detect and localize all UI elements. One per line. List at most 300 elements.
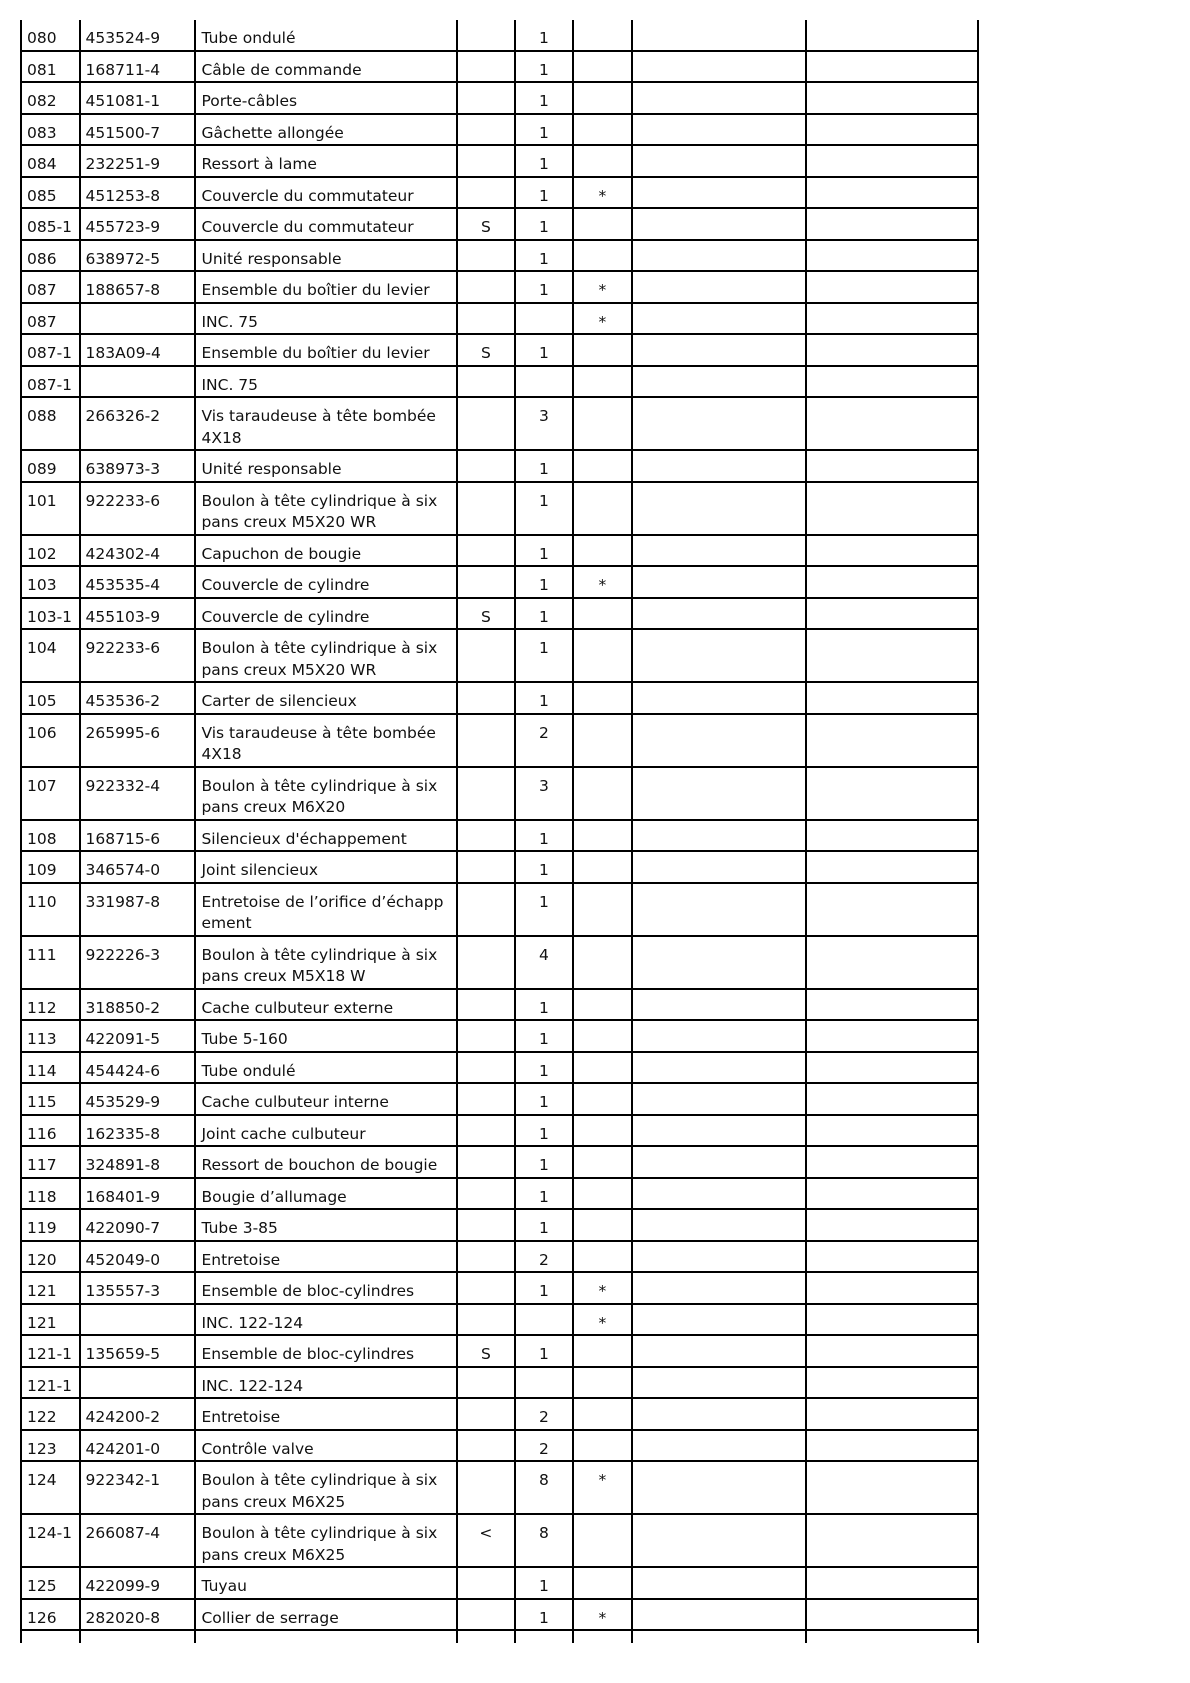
mark-cell xyxy=(573,1241,633,1273)
mark-cell: * xyxy=(573,1304,633,1336)
symbol-cell xyxy=(457,82,516,114)
table-row xyxy=(21,1567,978,1599)
mark-cell xyxy=(573,208,633,240)
blank-cell xyxy=(632,1241,805,1273)
symbol-cell xyxy=(457,989,516,1021)
table-row xyxy=(21,145,978,177)
description-cell: Unité responsable xyxy=(195,450,456,482)
part-number-cell: 453524-9 xyxy=(80,20,196,51)
description-cell: Boulon à tête cylindrique à six pans creux M5X20 WR xyxy=(195,629,456,682)
description-cell: Vis taraudeuse à tête bombée 4X18 xyxy=(195,714,456,767)
blank-cell xyxy=(806,1146,978,1178)
quantity-cell: 1 xyxy=(515,177,572,209)
blank-cell xyxy=(632,883,805,936)
blank-cell xyxy=(632,820,805,852)
blank-cell xyxy=(632,566,805,598)
table-row xyxy=(21,535,978,567)
quantity-cell: 1 xyxy=(515,566,572,598)
quantity-cell: 1 xyxy=(515,1567,572,1599)
quantity-cell: 1 xyxy=(515,1115,572,1147)
table-row xyxy=(21,366,978,398)
table-row xyxy=(21,1209,978,1241)
quantity-cell: 1 xyxy=(515,598,572,630)
mark-cell xyxy=(573,397,633,450)
description-cell: Ensemble du boîtier du levier xyxy=(195,271,456,303)
blank-cell xyxy=(632,51,805,83)
blank-cell xyxy=(806,334,978,366)
symbol-cell xyxy=(457,566,516,598)
description-cell: INC. 75 xyxy=(195,303,456,335)
description-cell: Tuyau xyxy=(195,1567,456,1599)
blank-cell xyxy=(806,566,978,598)
description-cell: Entretoise de l’orifice d’échappement xyxy=(195,883,456,936)
mark-cell xyxy=(573,1209,633,1241)
blank-cell xyxy=(632,82,805,114)
quantity-cell: 1 xyxy=(515,1209,572,1241)
item-number-cell: 087-1 xyxy=(21,366,80,398)
symbol-cell xyxy=(457,1304,516,1336)
quantity-cell: 1 xyxy=(515,1052,572,1084)
blank-cell xyxy=(632,1052,805,1084)
blank-cell xyxy=(806,1398,978,1430)
blank-cell xyxy=(632,535,805,567)
blank-cell xyxy=(632,1272,805,1304)
item-number-cell: 113 xyxy=(21,1020,80,1052)
description-cell: Boulon à tête cylindrique à six pans creux M6X25 xyxy=(195,1514,456,1567)
blank-cell xyxy=(632,450,805,482)
part-number-cell: 424200-2 xyxy=(80,1398,196,1430)
mark-cell xyxy=(573,1178,633,1210)
description-cell: Entretoise xyxy=(195,1398,456,1430)
quantity-cell: 1 xyxy=(515,1599,572,1631)
item-number-cell: 115 xyxy=(21,1083,80,1115)
blank-cell xyxy=(632,1567,805,1599)
quantity-cell: 1 xyxy=(515,1083,572,1115)
blank-cell xyxy=(632,303,805,335)
blank-cell xyxy=(632,397,805,450)
description-cell: Capuchon de bougie xyxy=(195,535,456,567)
description-cell: Collier de serrage xyxy=(195,1599,456,1631)
quantity-cell: 4 xyxy=(515,936,572,989)
item-number-cell: 126 xyxy=(21,1599,80,1631)
quantity-cell: 1 xyxy=(515,482,572,535)
symbol-cell xyxy=(457,145,516,177)
blank-cell xyxy=(806,883,978,936)
item-number-cell: 083 xyxy=(21,114,80,146)
blank-cell xyxy=(632,629,805,682)
table-row xyxy=(21,1178,978,1210)
item-number-cell: 117 xyxy=(21,1146,80,1178)
table-row xyxy=(21,1272,978,1304)
symbol-cell xyxy=(457,1020,516,1052)
item-number-cell: 121-1 xyxy=(21,1335,80,1367)
part-number-cell: 135659-5 xyxy=(80,1335,196,1367)
quantity-cell: 1 xyxy=(515,883,572,936)
symbol-cell xyxy=(457,366,516,398)
mark-cell xyxy=(573,51,633,83)
mark-cell: * xyxy=(573,566,633,598)
mark-cell xyxy=(573,1083,633,1115)
description-cell: Joint silencieux xyxy=(195,851,456,883)
blank-cell xyxy=(632,851,805,883)
blank-cell xyxy=(806,1567,978,1599)
symbol-cell xyxy=(457,1052,516,1084)
mark-cell xyxy=(573,598,633,630)
quantity-cell: 1 xyxy=(515,989,572,1021)
symbol-cell xyxy=(457,1567,516,1599)
part-number-cell: 453529-9 xyxy=(80,1083,196,1115)
table-row xyxy=(21,482,978,535)
part-number-cell: 266326-2 xyxy=(80,397,196,450)
mark-cell: * xyxy=(573,303,633,335)
description-cell: Câble de commande xyxy=(195,51,456,83)
table-row xyxy=(21,20,978,51)
description-cell: Couvercle du commutateur xyxy=(195,177,456,209)
blank-cell xyxy=(806,1430,978,1462)
description-cell: Contrôle valve xyxy=(195,1430,456,1462)
part-number-cell: 452049-0 xyxy=(80,1241,196,1273)
symbol-cell xyxy=(457,1209,516,1241)
symbol-cell xyxy=(457,1083,516,1115)
item-number-cell: 088 xyxy=(21,397,80,450)
parts-list-body xyxy=(21,20,978,1643)
symbol-cell xyxy=(457,1115,516,1147)
blank-cell xyxy=(632,1514,805,1567)
part-number-cell xyxy=(80,1630,196,1643)
blank-cell xyxy=(632,936,805,989)
part-number-cell: 168715-6 xyxy=(80,820,196,852)
blank-cell xyxy=(806,767,978,820)
mark-cell xyxy=(573,1367,633,1399)
mark-cell xyxy=(573,1514,633,1567)
item-number-cell: 080 xyxy=(21,20,80,51)
item-number-cell: 085-1 xyxy=(21,208,80,240)
description-cell: Tube 5-160 xyxy=(195,1020,456,1052)
item-number-cell: 086 xyxy=(21,240,80,272)
blank-cell xyxy=(632,1461,805,1514)
parts-list-table xyxy=(20,20,979,1643)
blank-cell xyxy=(632,145,805,177)
quantity-cell: 1 xyxy=(515,82,572,114)
part-number-cell: 162335-8 xyxy=(80,1115,196,1147)
table-row xyxy=(21,566,978,598)
item-number-cell: 112 xyxy=(21,989,80,1021)
table-row xyxy=(21,682,978,714)
part-number-cell xyxy=(80,1367,196,1399)
table-row xyxy=(21,629,978,682)
symbol-cell xyxy=(457,397,516,450)
description-cell: Tube ondulé xyxy=(195,1052,456,1084)
mark-cell xyxy=(573,1398,633,1430)
symbol-cell xyxy=(457,450,516,482)
blank-cell xyxy=(806,208,978,240)
item-number-cell xyxy=(21,1630,80,1643)
quantity-cell: 1 xyxy=(515,629,572,682)
quantity-cell: 1 xyxy=(515,851,572,883)
blank-cell xyxy=(806,1115,978,1147)
quantity-cell: 1 xyxy=(515,334,572,366)
blank-cell xyxy=(806,1272,978,1304)
part-number-cell: 168401-9 xyxy=(80,1178,196,1210)
part-number-cell xyxy=(80,303,196,335)
item-number-cell: 121-1 xyxy=(21,1367,80,1399)
quantity-cell: 2 xyxy=(515,1398,572,1430)
blank-cell xyxy=(632,1599,805,1631)
quantity-cell: 1 xyxy=(515,1146,572,1178)
description-cell: Couvercle de cylindre xyxy=(195,598,456,630)
part-number-cell: 922226-3 xyxy=(80,936,196,989)
mark-cell: * xyxy=(573,1272,633,1304)
mark-cell xyxy=(573,82,633,114)
mark-cell xyxy=(573,714,633,767)
blank-cell xyxy=(806,20,978,51)
mark-cell xyxy=(573,1567,633,1599)
item-number-cell: 102 xyxy=(21,535,80,567)
table-row xyxy=(21,334,978,366)
item-number-cell: 084 xyxy=(21,145,80,177)
mark-cell xyxy=(573,989,633,1021)
quantity-cell: 1 xyxy=(515,1335,572,1367)
table-row xyxy=(21,82,978,114)
table-row xyxy=(21,598,978,630)
blank-cell xyxy=(632,714,805,767)
table-row xyxy=(21,936,978,989)
table-row xyxy=(21,450,978,482)
table-row xyxy=(21,1367,978,1399)
mark-cell: * xyxy=(573,271,633,303)
symbol-cell xyxy=(457,851,516,883)
part-number-cell xyxy=(80,1304,196,1336)
blank-cell xyxy=(806,1020,978,1052)
symbol-cell xyxy=(457,1430,516,1462)
item-number-cell: 119 xyxy=(21,1209,80,1241)
mark-cell xyxy=(573,20,633,51)
quantity-cell xyxy=(515,1304,572,1336)
blank-cell xyxy=(632,334,805,366)
blank-cell xyxy=(632,1020,805,1052)
description-cell: Porte-câbles xyxy=(195,82,456,114)
quantity-cell: 1 xyxy=(515,20,572,51)
description-cell: Bougie d’allumage xyxy=(195,1178,456,1210)
description-cell: Boulon à tête cylindrique à six pans creux M6X25 xyxy=(195,1461,456,1514)
part-number-cell: 424201-0 xyxy=(80,1430,196,1462)
mark-cell xyxy=(573,366,633,398)
blank-cell xyxy=(806,482,978,535)
part-number-cell: 331987-8 xyxy=(80,883,196,936)
symbol-cell xyxy=(457,1630,516,1643)
item-number-cell: 082 xyxy=(21,82,80,114)
table-row xyxy=(21,1115,978,1147)
part-number-cell: 922233-6 xyxy=(80,629,196,682)
blank-cell xyxy=(632,271,805,303)
blank-cell xyxy=(806,1514,978,1567)
part-number-cell: 922233-6 xyxy=(80,482,196,535)
mark-cell xyxy=(573,1146,633,1178)
description-cell: Cache culbuteur externe xyxy=(195,989,456,1021)
blank-cell xyxy=(632,989,805,1021)
blank-cell xyxy=(806,177,978,209)
quantity-cell: 3 xyxy=(515,397,572,450)
blank-cell xyxy=(806,145,978,177)
blank-cell xyxy=(632,1398,805,1430)
part-number-cell: 324891-8 xyxy=(80,1146,196,1178)
blank-cell xyxy=(806,1304,978,1336)
blank-cell xyxy=(806,1335,978,1367)
symbol-cell: S xyxy=(457,598,516,630)
description-cell: Boulon à tête cylindrique à six pans creux M5X20 WR xyxy=(195,482,456,535)
blank-cell xyxy=(632,1115,805,1147)
quantity-cell xyxy=(515,1630,572,1643)
mark-cell xyxy=(573,629,633,682)
part-number-cell: 232251-9 xyxy=(80,145,196,177)
item-number-cell: 087-1 xyxy=(21,334,80,366)
symbol-cell xyxy=(457,20,516,51)
table-row xyxy=(21,208,978,240)
blank-cell xyxy=(806,240,978,272)
mark-cell xyxy=(573,1335,633,1367)
symbol-cell xyxy=(457,114,516,146)
item-number-cell: 109 xyxy=(21,851,80,883)
symbol-cell xyxy=(457,1272,516,1304)
blank-cell xyxy=(806,1241,978,1273)
table-row xyxy=(21,989,978,1021)
blank-cell xyxy=(806,1178,978,1210)
quantity-cell: 1 xyxy=(515,51,572,83)
blank-cell xyxy=(806,1461,978,1514)
table-row xyxy=(21,1052,978,1084)
symbol-cell xyxy=(457,883,516,936)
part-number-cell: 318850-2 xyxy=(80,989,196,1021)
part-number-cell: 638972-5 xyxy=(80,240,196,272)
part-number-cell: 188657-8 xyxy=(80,271,196,303)
blank-cell xyxy=(632,208,805,240)
description-cell: Gâchette allongée xyxy=(195,114,456,146)
description-cell: Couvercle du commutateur xyxy=(195,208,456,240)
item-number-cell: 106 xyxy=(21,714,80,767)
part-number-cell: 422091-5 xyxy=(80,1020,196,1052)
item-number-cell: 105 xyxy=(21,682,80,714)
table-row xyxy=(21,303,978,335)
symbol-cell xyxy=(457,936,516,989)
mark-cell xyxy=(573,145,633,177)
quantity-cell: 1 xyxy=(515,1178,572,1210)
symbol-cell xyxy=(457,271,516,303)
quantity-cell: 1 xyxy=(515,535,572,567)
symbol-cell xyxy=(457,1178,516,1210)
table-row xyxy=(21,714,978,767)
mark-cell xyxy=(573,851,633,883)
symbol-cell xyxy=(457,303,516,335)
description-cell: Cache culbuteur interne xyxy=(195,1083,456,1115)
description-cell: INC. 122-124 xyxy=(195,1367,456,1399)
blank-cell xyxy=(632,767,805,820)
blank-cell xyxy=(806,1630,978,1643)
description-cell: INC. 75 xyxy=(195,366,456,398)
description-cell: Unité responsable xyxy=(195,240,456,272)
blank-cell xyxy=(806,271,978,303)
part-number-cell: 451081-1 xyxy=(80,82,196,114)
mark-cell xyxy=(573,1115,633,1147)
blank-cell xyxy=(806,397,978,450)
table-row xyxy=(21,820,978,852)
blank-cell xyxy=(632,1430,805,1462)
description-cell: Ensemble de bloc-cylindres xyxy=(195,1335,456,1367)
item-number-cell: 114 xyxy=(21,1052,80,1084)
description-cell: Ressort de bouchon de bougie xyxy=(195,1146,456,1178)
table-row xyxy=(21,1335,978,1367)
part-number-cell: 451500-7 xyxy=(80,114,196,146)
symbol-cell: S xyxy=(457,1335,516,1367)
part-number-cell: 183A09-4 xyxy=(80,334,196,366)
table-row xyxy=(21,1241,978,1273)
mark-cell: * xyxy=(573,1599,633,1631)
item-number-cell: 125 xyxy=(21,1567,80,1599)
description-cell: Boulon à tête cylindrique à six pans creux M5X18 W xyxy=(195,936,456,989)
item-number-cell: 118 xyxy=(21,1178,80,1210)
quantity-cell: 1 xyxy=(515,820,572,852)
quantity-cell: 2 xyxy=(515,714,572,767)
quantity-cell xyxy=(515,366,572,398)
table-row xyxy=(21,1630,978,1643)
quantity-cell: 1 xyxy=(515,240,572,272)
blank-cell xyxy=(806,1209,978,1241)
blank-cell xyxy=(806,629,978,682)
blank-cell xyxy=(632,1083,805,1115)
blank-cell xyxy=(806,820,978,852)
description-cell xyxy=(195,1630,456,1643)
blank-cell xyxy=(632,1146,805,1178)
blank-cell xyxy=(632,1335,805,1367)
part-number-cell: 265995-6 xyxy=(80,714,196,767)
mark-cell xyxy=(573,334,633,366)
mark-cell xyxy=(573,1052,633,1084)
table-row xyxy=(21,1599,978,1631)
item-number-cell: 087 xyxy=(21,303,80,335)
item-number-cell: 123 xyxy=(21,1430,80,1462)
blank-cell xyxy=(806,989,978,1021)
item-number-cell: 110 xyxy=(21,883,80,936)
description-cell: Ensemble de bloc-cylindres xyxy=(195,1272,456,1304)
blank-cell xyxy=(806,303,978,335)
blank-cell xyxy=(806,450,978,482)
symbol-cell xyxy=(457,1367,516,1399)
description-cell: Tube ondulé xyxy=(195,20,456,51)
part-number-cell: 422090-7 xyxy=(80,1209,196,1241)
blank-cell xyxy=(806,535,978,567)
blank-cell xyxy=(806,114,978,146)
item-number-cell: 085 xyxy=(21,177,80,209)
blank-cell xyxy=(806,851,978,883)
mark-cell xyxy=(573,820,633,852)
description-cell: Entretoise xyxy=(195,1241,456,1273)
part-number-cell: 266087-4 xyxy=(80,1514,196,1567)
symbol-cell xyxy=(457,240,516,272)
item-number-cell: 081 xyxy=(21,51,80,83)
item-number-cell: 107 xyxy=(21,767,80,820)
part-number-cell: 453536-2 xyxy=(80,682,196,714)
item-number-cell: 121 xyxy=(21,1304,80,1336)
part-number-cell: 454424-6 xyxy=(80,1052,196,1084)
table-row xyxy=(21,1020,978,1052)
part-number-cell: 922332-4 xyxy=(80,767,196,820)
mark-cell xyxy=(573,482,633,535)
quantity-cell: 1 xyxy=(515,682,572,714)
table-row xyxy=(21,1461,978,1514)
part-number-cell xyxy=(80,366,196,398)
mark-cell xyxy=(573,1020,633,1052)
quantity-cell: 1 xyxy=(515,271,572,303)
quantity-cell: 1 xyxy=(515,450,572,482)
